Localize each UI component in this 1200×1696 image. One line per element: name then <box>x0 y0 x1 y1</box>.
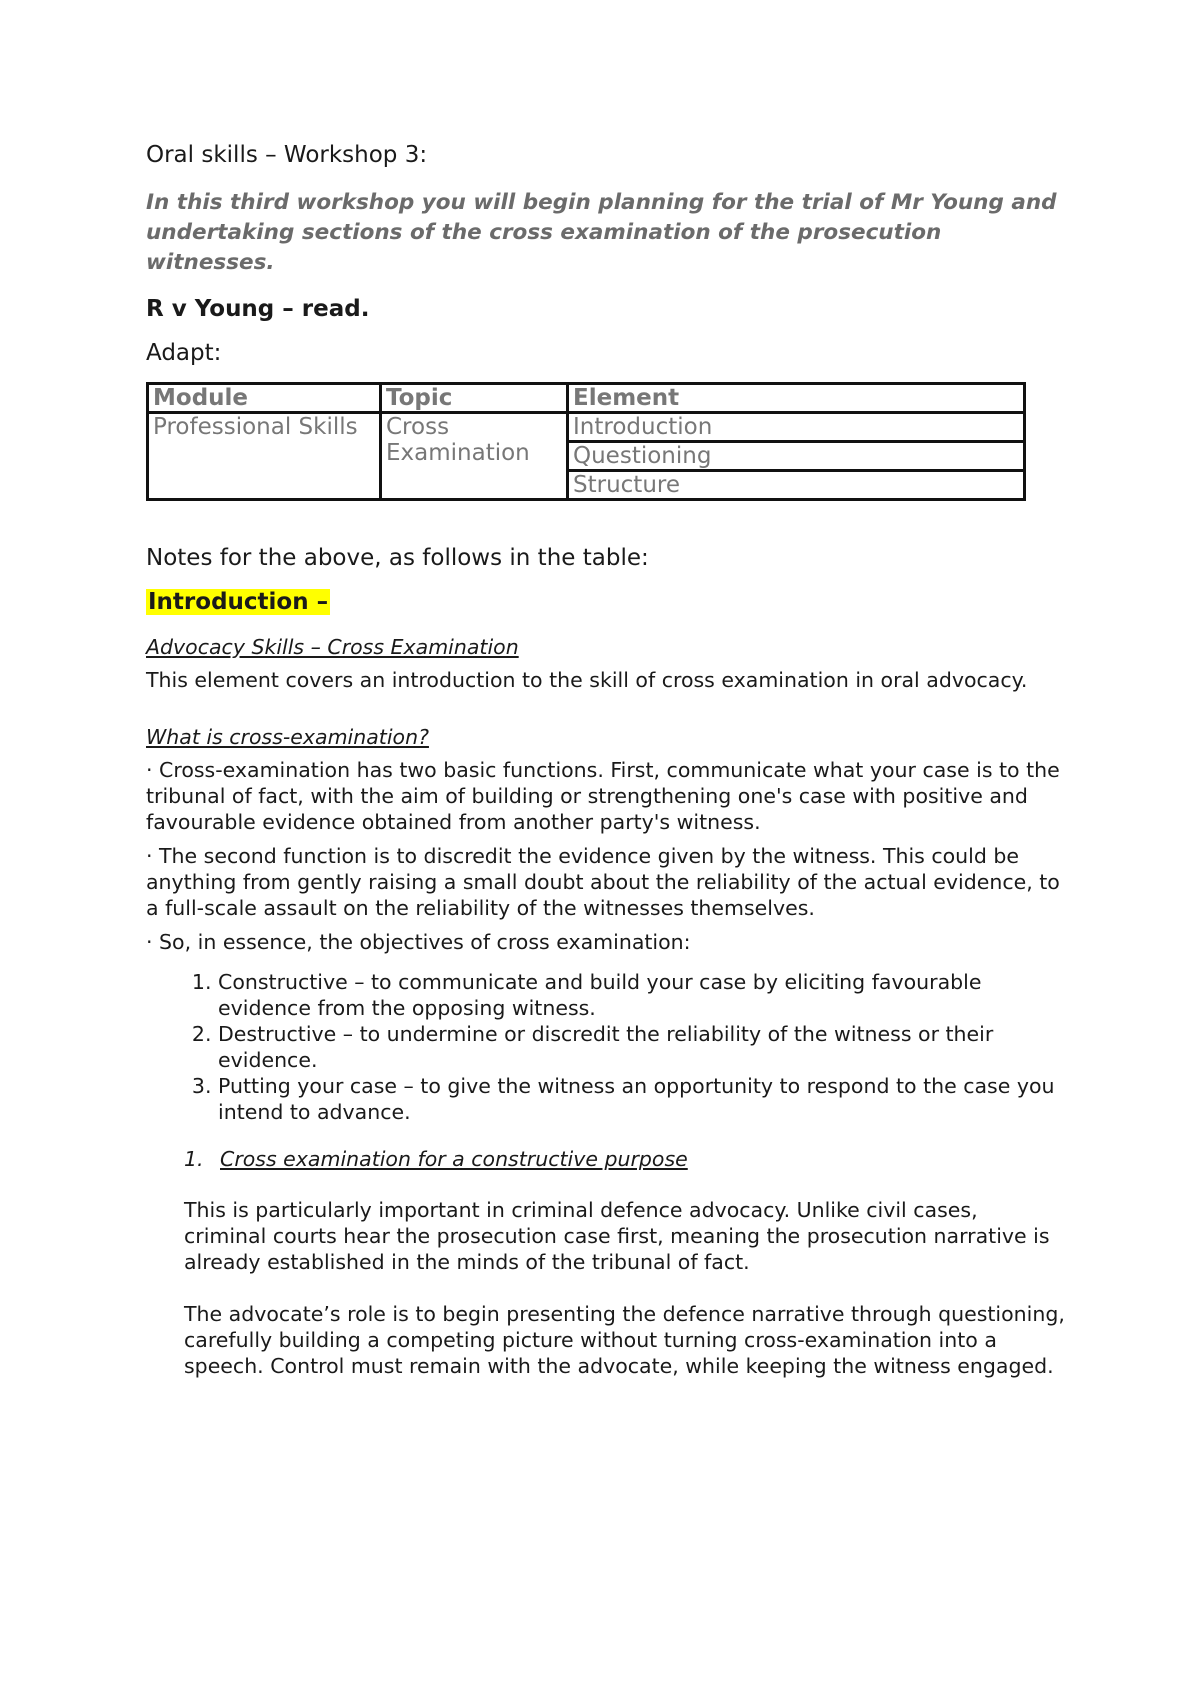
what-heading: What is cross-examination? <box>146 724 429 749</box>
document-page <box>146 142 1066 1405</box>
table-row <box>148 412 1025 441</box>
constructive-paragraph: The advocate’s role is to begin presenting the defence narrative through questioning, carefully building a competing picture without turning cross-examination into a speech. Control must remain with the advocate, while keeping the witness engaged. <box>184 1301 1065 1378</box>
table-cell-topic: Cross Examination <box>381 412 568 499</box>
section-heading-highlight: Introduction – <box>148 588 329 615</box>
table-header-topic: Topic <box>381 383 568 412</box>
advocacy-text: This element covers an introduction to the skill of cross examination in oral advocacy. <box>146 667 1028 692</box>
table-header-module: Module <box>148 383 381 412</box>
notes-heading: Notes for the above, as follows in the table: <box>146 544 649 571</box>
list-item: 2. Destructive – to undermine or discredit the reliability of the witness or their evidence. <box>218 1021 1066 1073</box>
subsection-number: 1. <box>184 1146 204 1171</box>
spacer <box>146 701 1066 725</box>
bullet-paragraph: · Cross-examination has two basic functions. First, communicate what your case is to the tribunal of fact, with the aim of building or strengthening one's case with positive and favourable evidence obtained from another party's witness. <box>146 757 1060 834</box>
table-cell-element: Introduction <box>568 412 1025 441</box>
document-title: Oral skills – Workshop 3: <box>146 142 428 168</box>
table-cell-module: Professional Skills <box>148 412 381 499</box>
bullet-paragraph: · So, in essence, the objectives of cross examination: <box>146 929 691 954</box>
objectives-list <box>146 969 1066 1125</box>
case-line: R v Young – read. <box>146 295 370 322</box>
elements-table <box>146 382 1026 501</box>
bullet-paragraph: · The second function is to discredit the evidence given by the witness. This could be anything from gently raising a small doubt about the reliability of the actual evidence, to a full-scale assault on the reliability of the witnesses themselves. <box>146 843 1060 920</box>
advocacy-heading: Advocacy Skills – Cross Examination <box>146 634 519 659</box>
table-header-element: Element <box>568 383 1025 412</box>
list-item: 3. Putting your case – to give the witness an opportunity to respond to the case you intend to advance. <box>218 1073 1066 1125</box>
subsection-title: Cross examination for a constructive purpose <box>220 1146 688 1171</box>
table-cell-element: Structure <box>568 470 1025 499</box>
table-header-row <box>148 383 1025 412</box>
table-cell-element: Questioning <box>568 441 1025 470</box>
intro-text: In this third workshop you will begin planning for the trial of Mr Young and undertaking sections of the cross examination of the prosecution witnesses. <box>146 189 1057 275</box>
subsection-heading <box>146 1147 1066 1171</box>
list-item: 1. Constructive – to communicate and build your case by eliciting favourable evidence from the opposing witness. <box>218 969 1066 1021</box>
constructive-paragraph: This is particularly important in criminal defence advocacy. Unlike civil cases, criminal courts hear the prosecution case first, meaning the prosecution narrative is already established in the minds of the tribunal of fact. <box>184 1197 1050 1274</box>
adapt-label: Adapt: <box>146 339 222 366</box>
